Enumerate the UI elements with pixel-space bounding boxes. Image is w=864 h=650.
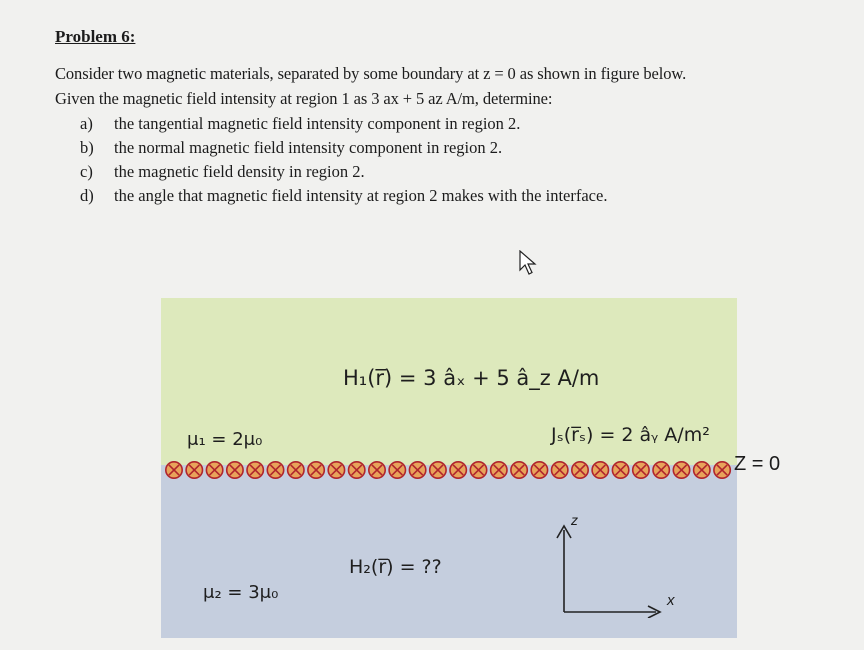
current-into-page-icon [267, 462, 283, 478]
current-into-page-icon [592, 462, 608, 478]
question-label: b) [80, 138, 94, 157]
current-into-page-icon [369, 462, 385, 478]
axis-z-label: z [571, 512, 578, 528]
current-into-page-icon [409, 462, 425, 478]
current-into-page-icon [288, 462, 304, 478]
current-into-page-icon [389, 462, 405, 478]
current-into-page-icon [349, 462, 365, 478]
current-into-page-icon [491, 462, 507, 478]
current-into-page-icon [308, 462, 324, 478]
current-into-page-icon [450, 462, 466, 478]
boundary-label: Z = 0 [734, 453, 781, 475]
question-item-c [80, 162, 365, 182]
region-2-field-label: H₂(r̅) = ?? [349, 556, 442, 578]
region-1-field-label: H₁(r̅) = 3 âₓ + 5 â_z A/m [343, 366, 600, 390]
axes-icon [548, 518, 668, 618]
current-into-page-icon [247, 462, 263, 478]
mu-1-label: μ₁ = 2μ₀ [187, 429, 263, 450]
current-into-page-icon [206, 462, 222, 478]
current-into-page-icon [186, 462, 202, 478]
question-text: the angle that magnetic field intensity at region 2 makes with the interface. [114, 186, 608, 205]
current-into-page-icon [612, 462, 628, 478]
problem-intro-line-2: Given the magnetic field intensity at region 1 as 3 ax + 5 az A/m, determine: [55, 89, 553, 108]
current-into-page-icon [633, 462, 649, 478]
question-item-d [80, 186, 607, 206]
current-into-page-icon [552, 462, 568, 478]
question-text: the normal magnetic field intensity component in region 2. [114, 138, 503, 157]
problem-intro-line-1: Consider two magnetic materials, separated by some boundary at z = 0 as shown in figure below. [55, 64, 687, 83]
current-into-page-icon [572, 462, 588, 478]
current-into-page-icon [673, 462, 689, 478]
axis-x-label: x [667, 592, 675, 609]
current-into-page-icon [694, 462, 710, 478]
question-label: c) [80, 162, 93, 181]
current-into-page-icon [430, 462, 446, 478]
mu-2-label: μ₂ = 3μ₀ [203, 582, 279, 603]
question-label: a) [80, 114, 93, 133]
question-item-b [80, 138, 502, 158]
current-into-page-icon [227, 462, 243, 478]
problem-title: Problem 6: [55, 27, 136, 46]
mouse-pointer-icon [518, 250, 538, 276]
surface-current-row [164, 459, 744, 481]
current-into-page-icon [328, 462, 344, 478]
current-into-page-icon [714, 462, 730, 478]
current-into-page-icon [511, 462, 527, 478]
question-label: d) [80, 186, 94, 205]
question-text: the tangential magnetic field intensity component in region 2. [114, 114, 521, 133]
current-into-page-icon [653, 462, 669, 478]
question-item-a [80, 114, 520, 134]
current-into-page-icon [166, 462, 182, 478]
surface-current-label: Jₛ(r̅ₛ) = 2 âᵧ A/m² [551, 424, 710, 446]
current-into-page-icon [470, 462, 486, 478]
current-into-page-icon [531, 462, 547, 478]
question-text: the magnetic field density in region 2. [114, 162, 365, 181]
